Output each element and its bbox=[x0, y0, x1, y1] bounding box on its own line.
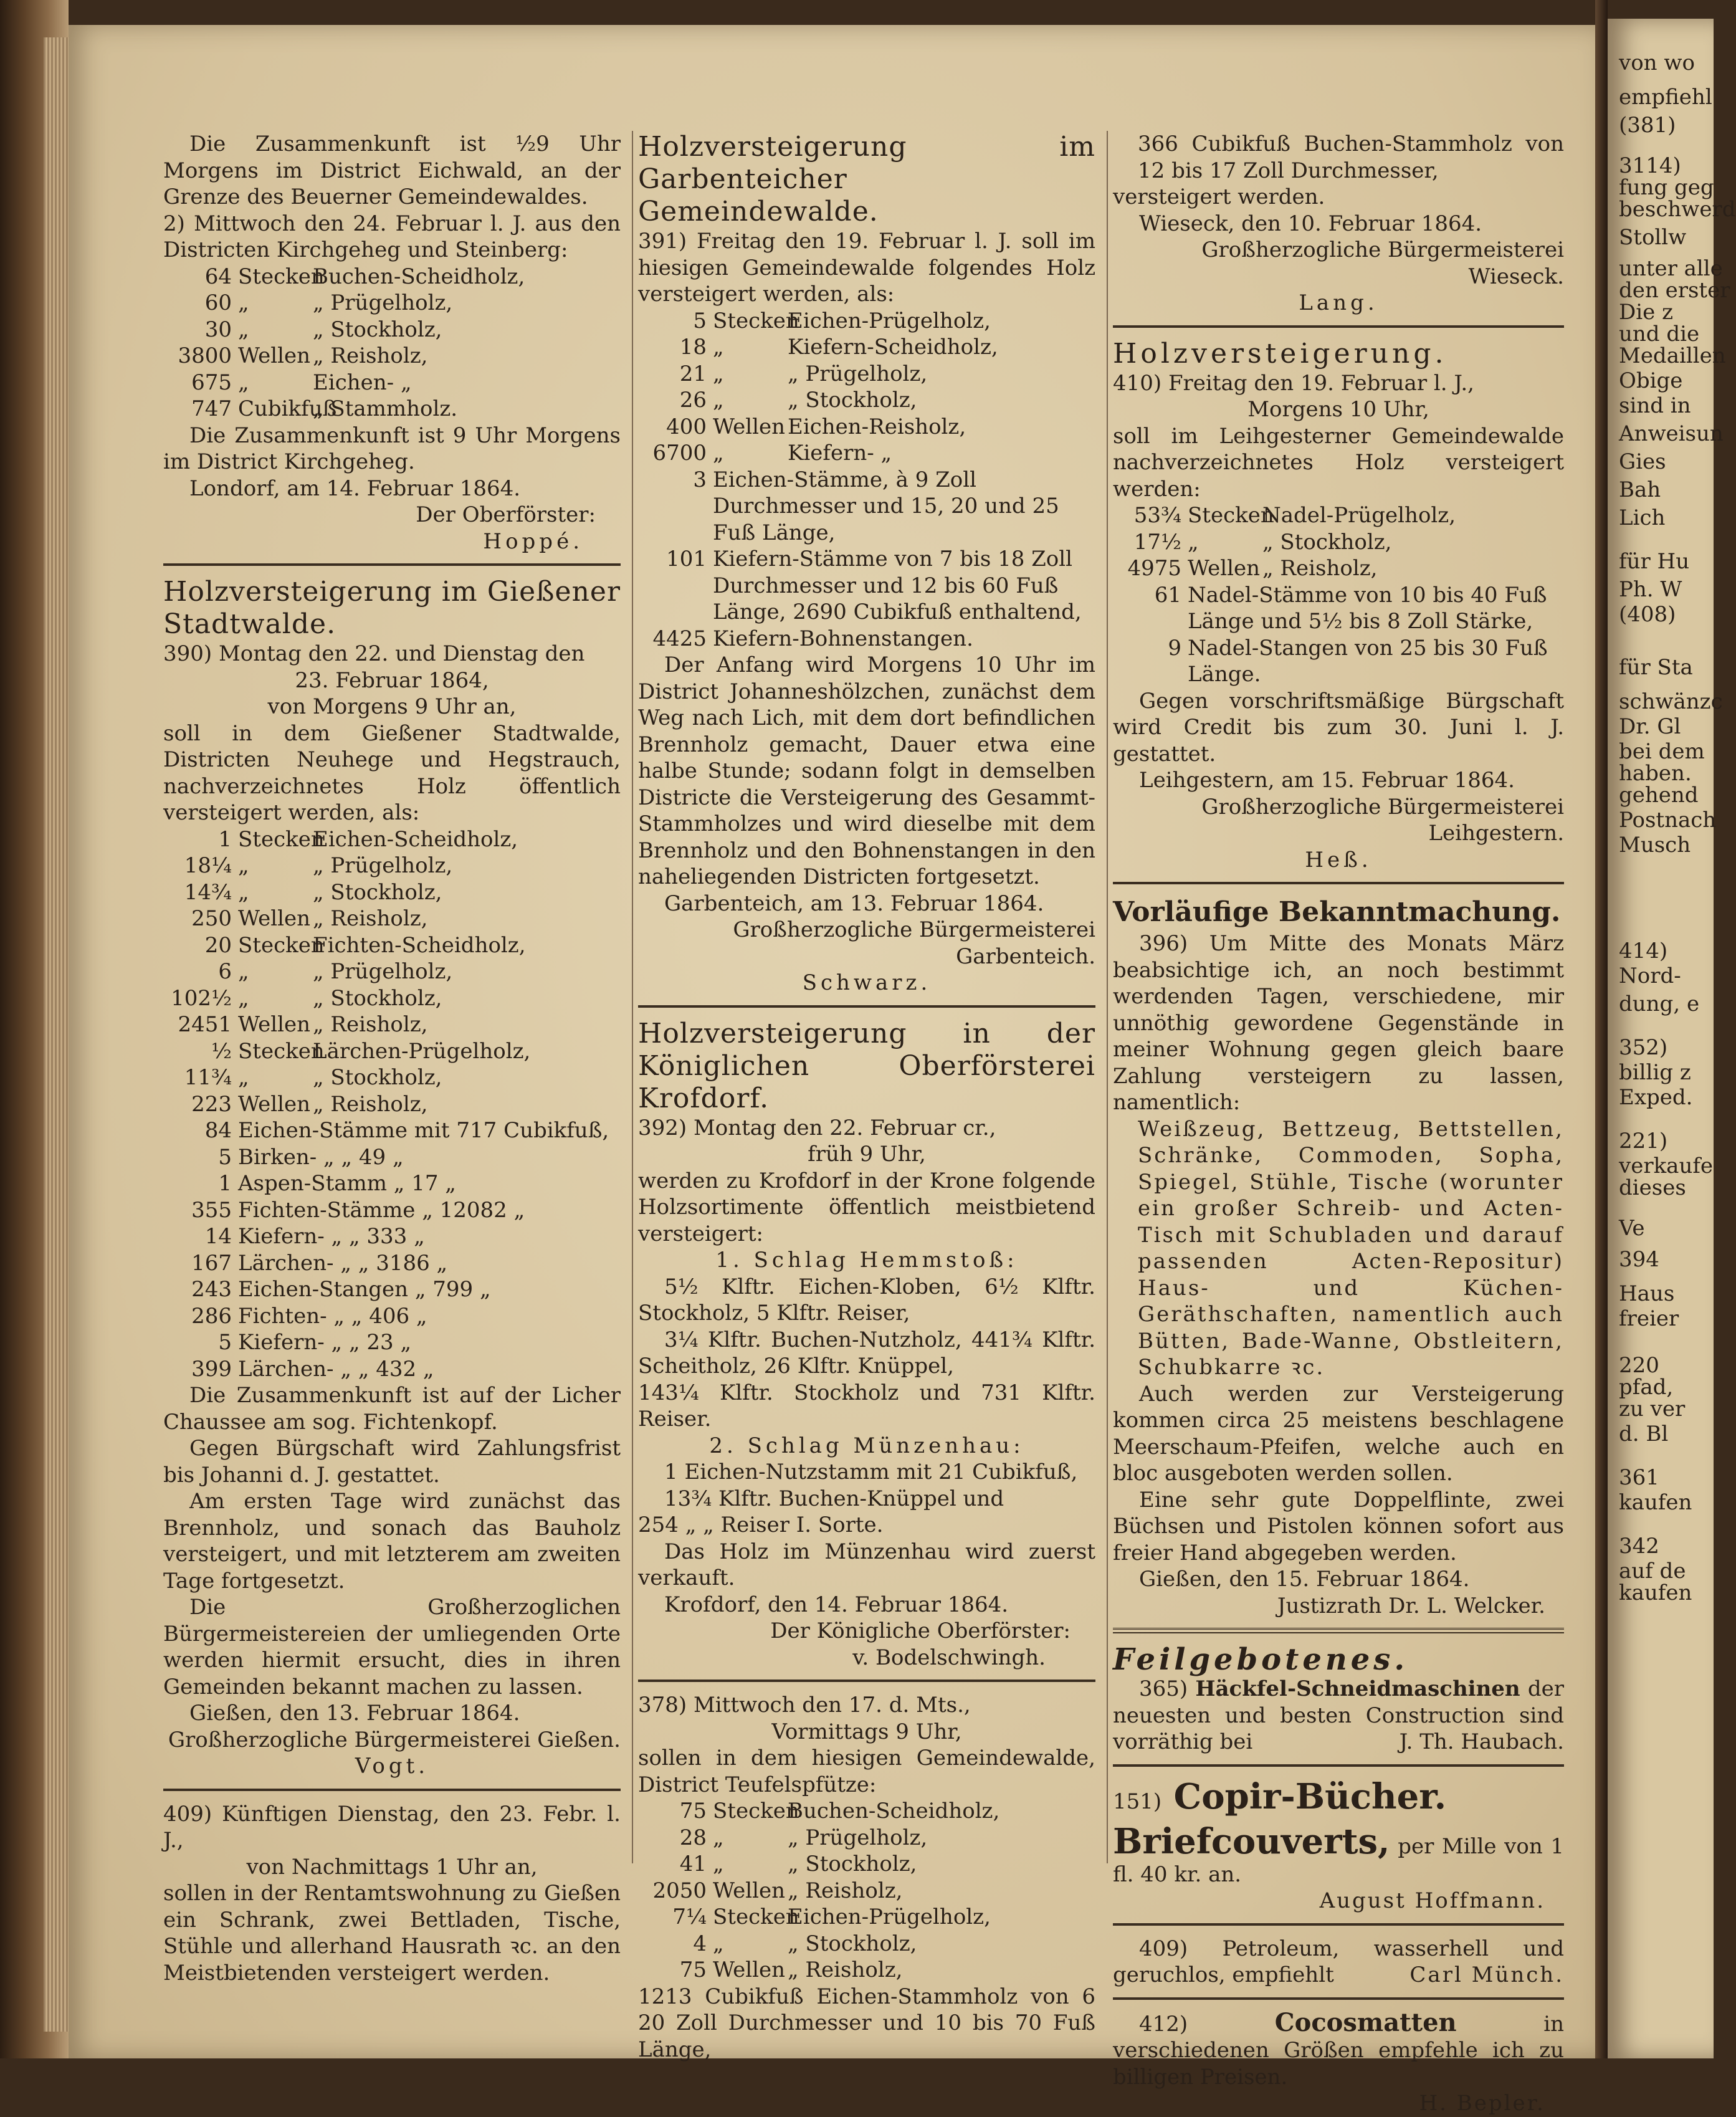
right-page-text: billig z bbox=[1619, 1060, 1691, 1085]
list-cell: Eichen-Reisholz, bbox=[788, 414, 966, 439]
right-page-text: 220 bbox=[1619, 1353, 1659, 1378]
text: soll im Leihgesterner Gemeindewalde nachverzeichnetes Holz versteigert werden: bbox=[1113, 423, 1564, 502]
wood-list bbox=[638, 1798, 1095, 1984]
list-cell: 3 bbox=[693, 467, 707, 492]
list-cell: „ Prügelholz, bbox=[313, 853, 453, 878]
list-cell: „ Prügelholz, bbox=[788, 361, 928, 386]
list-cell: „ Reisholz, bbox=[788, 1957, 903, 1982]
text: Die Zusammenkunft ist 9 Uhr Morgens im District Kirchgeheg. bbox=[163, 423, 621, 474]
text: Am ersten Tage wird zunächst das Brennholz, und sonach das Bauholz versteigert, und mit letzterem am zweiten Tage fortgesetzt. bbox=[163, 1489, 621, 1594]
text: Morgens 10 Uhr, bbox=[1247, 397, 1429, 422]
text: 390) Montag den 22. und Dienstag den bbox=[163, 641, 585, 666]
list-cell: Lärchen- „ „ 432 „ bbox=[238, 1356, 434, 1382]
signature-title: Großherzogliche Bürgermeisterei Leihgestern. bbox=[1201, 794, 1564, 846]
list-cell: 60 bbox=[204, 290, 232, 315]
list-cell: „ Stockholz, bbox=[788, 1931, 917, 1956]
text: 3¼ Klftr. Buchen-Nutzholz, 441¾ Klftr. Scheitholz, 26 Klftr. Knüppel, bbox=[638, 1327, 1095, 1379]
right-page-text: freier bbox=[1619, 1306, 1679, 1331]
list-cell: Buchen-Scheidholz, bbox=[788, 1799, 1000, 1823]
list-cell: 1 bbox=[218, 1171, 232, 1196]
text: Die Großherzoglichen Bürgermeistereien der umliegenden Orte werden hiermit ersucht, dies in ihren Gemeinden bekannt machen zu lassen. bbox=[163, 1595, 621, 1699]
text: Weißzeug, Bettzeug, Bettstellen, Schränke, Commoden, Sopha, Spiegel, Stühle, Tische (worunter ein großer Schreib- und Acten-Tisch mit Schubladen und darauf passenden Acten-Repositur) Haus- und Küchen-Geräthschaften, namentlich auch Bütten, Bade-Wanne, Obstleitern, Schubkarre ꝛc. bbox=[1138, 1116, 1564, 1380]
signature-name: v. Bodelschwingh. bbox=[852, 1645, 1046, 1670]
list-cell: 5 bbox=[218, 1330, 232, 1355]
ad-product: Copir-Bücher. bbox=[1173, 1775, 1447, 1817]
list-cell: „ Stockholz, bbox=[788, 388, 917, 413]
list-cell: „ bbox=[713, 1931, 724, 1956]
text: Das Holz im Münzenhau wird zuerst verkauft. bbox=[638, 1539, 1095, 1590]
list-cell: 11¾ bbox=[184, 1065, 232, 1090]
ad-number: 365) bbox=[1139, 1676, 1188, 1701]
right-page-text: Postnach bbox=[1619, 808, 1717, 833]
list-cell: Kiefern-Stämme von 7 bis 18 Zoll Durchmesser und 12 bis 60 Fuß Länge, 2690 Cubikfuß enthaltend, bbox=[713, 547, 1082, 624]
list-cell: Eichen-Stämme, à 9 Zoll Durchmesser und 15, 20 und 25 Fuß Länge, bbox=[713, 467, 1059, 545]
trunk-list bbox=[638, 467, 1095, 652]
text: 1213 Cubikfuß Eichen-Stammholz von 6 20 Zoll Durchmesser und 10 bis 70 Fuß Länge, bbox=[638, 1984, 1095, 2062]
list-cell: Stecken bbox=[713, 1799, 799, 1823]
signature-title: Großherzogliche Bürgermeisterei Garbenteich. bbox=[733, 917, 1095, 969]
list-cell: 84 bbox=[204, 1118, 232, 1143]
right-page-text: 342 bbox=[1619, 1534, 1659, 1559]
list-cell: 61 bbox=[1154, 582, 1181, 608]
list-cell: Eichen-Stämme mit 717 Cubikfuß, bbox=[238, 1118, 609, 1143]
right-page-text: Exped. bbox=[1619, 1085, 1693, 1110]
right-page-text: den erster bbox=[1619, 278, 1730, 303]
right-page-text: (381) bbox=[1619, 113, 1676, 138]
list-cell: „ Stockholz, bbox=[313, 879, 442, 905]
date-line: Garbenteich, am 13. Februar 1864. bbox=[664, 891, 1044, 916]
list-cell: „ bbox=[238, 959, 249, 984]
list-cell: Cubikfuß bbox=[238, 396, 337, 421]
list-cell: 6700 bbox=[652, 441, 707, 466]
list-cell: „ Stockholz, bbox=[788, 1852, 917, 1876]
list-cell: 9 bbox=[1168, 635, 1181, 661]
right-page-text: kaufen bbox=[1619, 1490, 1692, 1515]
list-cell: Fichten- „ „ 406 „ bbox=[238, 1303, 427, 1329]
text: früh 9 Uhr, bbox=[808, 1142, 926, 1167]
ad-number: 412) bbox=[1139, 2011, 1188, 2037]
list-cell: „ Reisholz, bbox=[313, 1012, 428, 1037]
list-cell: „ bbox=[713, 335, 724, 360]
text: 410) Freitag den 19. Februar l. J., bbox=[1113, 370, 1474, 396]
right-page-text: 361 bbox=[1619, 1465, 1659, 1490]
right-page-text: Anweisun bbox=[1619, 421, 1724, 446]
divider bbox=[1113, 1997, 1564, 2000]
list-cell: Fichten-Scheidholz, bbox=[313, 932, 526, 958]
list-cell: Stecken bbox=[238, 1038, 325, 1064]
right-page-text: Dr. Gl bbox=[1619, 714, 1681, 739]
text: 391) Freitag den 19. Februar l. J. soll im hiesigen Gemeindewalde folgendes Holz versteigert werden, als: bbox=[638, 229, 1095, 307]
trunk-list bbox=[1113, 582, 1564, 688]
date-line: Gießen, den 13. Februar 1864. bbox=[189, 1701, 520, 1726]
right-page-text: beschwerd bbox=[1619, 197, 1736, 222]
list-cell: 400 bbox=[666, 414, 707, 439]
text: 143¼ Klftr. Stockholz und 731 Klftr. Reiser. bbox=[638, 1380, 1095, 1431]
divider bbox=[1113, 1628, 1564, 1633]
divider bbox=[638, 1005, 1095, 1008]
text: 13¾ Klftr. Buchen-Knüppel und bbox=[664, 1486, 1004, 1511]
ad-vendor: Carl Münch. bbox=[1409, 1962, 1564, 1987]
text: soll in dem Gießener Stadtwalde, Districten Neuhege und Hegstrauch, nachverzeichnetes Holz öffentlich versteigert werden, als: bbox=[163, 720, 621, 825]
list-cell: „ bbox=[238, 370, 249, 395]
list-cell: Nadel-Prügelholz, bbox=[1262, 503, 1456, 528]
text: von Morgens 9 Uhr an, bbox=[267, 694, 517, 719]
text: 1. Schlag Hemmstoß: bbox=[715, 1248, 1018, 1273]
date-line: Londorf, am 14. Februar 1864. bbox=[189, 475, 521, 501]
right-page-text: 394 bbox=[1619, 1247, 1659, 1272]
list-cell: 747 bbox=[191, 396, 232, 421]
list-cell: 53¾ bbox=[1133, 503, 1181, 528]
right-page-text: gehend bbox=[1619, 783, 1699, 808]
divider bbox=[1113, 1764, 1564, 1767]
text: sollen in dem hiesigen Gemeindewalde, District Teufelspfütze: bbox=[638, 1746, 1095, 1797]
right-page-text: bei dem bbox=[1619, 739, 1705, 764]
ad-product: Cocosmatten bbox=[1274, 2007, 1457, 2037]
list-cell: Buchen-Scheidholz, bbox=[313, 264, 525, 289]
list-cell: Birken- „ „ 49 „ bbox=[238, 1144, 404, 1170]
list-cell: Wellen bbox=[238, 343, 311, 368]
text: Die Zusammenkunft ist ½9 Uhr Morgens im District Eichwald, an der Grenze des Beuerner Gemeindewaldes. bbox=[163, 131, 621, 209]
right-page-text: Haus bbox=[1619, 1281, 1675, 1306]
right-page-text: Die z bbox=[1619, 300, 1673, 325]
list-cell: „ bbox=[238, 317, 249, 342]
right-page-text: dung, e bbox=[1619, 992, 1700, 1016]
list-cell: 243 bbox=[191, 1277, 232, 1302]
ad-vendor: H. Bepler. bbox=[1419, 2091, 1545, 2116]
list-cell: 41 bbox=[679, 1852, 707, 1876]
list-cell: 250 bbox=[191, 906, 232, 931]
signature-title: Der Königliche Oberförster: bbox=[770, 1618, 1071, 1643]
list-cell: Kiefern-Scheidholz, bbox=[788, 335, 998, 360]
text: 23. Februar 1864, bbox=[295, 667, 489, 693]
column-3 bbox=[1113, 131, 1564, 2117]
list-cell: 21 bbox=[679, 361, 707, 386]
text: 409) Künftigen Dienstag, den 23. Febr. l. J., bbox=[163, 1801, 621, 1853]
list-cell: Eichen-Prügelholz, bbox=[788, 308, 991, 333]
column-divider bbox=[632, 131, 633, 1863]
list-cell: Wellen bbox=[713, 414, 786, 439]
list-cell: „ bbox=[713, 1852, 724, 1876]
list-cell: Lärchen- „ „ 3186 „ bbox=[238, 1250, 448, 1276]
right-page-fragment bbox=[1608, 19, 1736, 2058]
list-cell: Wellen bbox=[713, 1878, 786, 1903]
text: 378) Mittwoch den 17. d. Mts., bbox=[638, 1693, 971, 1718]
list-cell: Wellen bbox=[238, 1012, 311, 1037]
list-cell: 3800 bbox=[178, 343, 232, 368]
right-page-text: Gies bbox=[1619, 449, 1666, 474]
right-page-text: verkaufe bbox=[1619, 1154, 1714, 1178]
right-page-text: schwänzc bbox=[1619, 689, 1723, 714]
list-cell: Stecken bbox=[238, 932, 325, 958]
right-page-text: 221) bbox=[1619, 1129, 1668, 1154]
text: Gegen vorschriftsmäßige Bürgschaft wird Credit bis zum 30. Juni l. J. gestattet. bbox=[1113, 688, 1564, 767]
list-cell: 20 bbox=[204, 932, 232, 958]
list-cell: Stecken bbox=[238, 264, 325, 289]
page-stack-edges bbox=[44, 37, 69, 2032]
divider bbox=[1113, 325, 1564, 328]
text: 366 Cubikfuß Buchen-Stammholz von 12 bis 17 Zoll Durchmesser, bbox=[1138, 131, 1564, 183]
wood-list bbox=[163, 264, 621, 423]
right-page-text: pfad, bbox=[1619, 1375, 1674, 1400]
list-cell: „ bbox=[713, 441, 724, 466]
right-page-text: (408) bbox=[1619, 602, 1676, 627]
list-cell: „ Stockholz, bbox=[313, 985, 442, 1011]
text: werden zu Krofdorf in der Krone folgende Holzsortimente öffentlich meistbietend versteigert: bbox=[638, 1168, 1095, 1246]
notice-heading: Holzversteigerung im Garbenteicher Gemeindewalde. bbox=[638, 131, 1095, 227]
list-cell: 223 bbox=[191, 1091, 232, 1117]
column-1 bbox=[163, 131, 621, 1986]
date-line: Leihgestern, am 15. Februar 1864. bbox=[1139, 768, 1515, 793]
list-cell: „ Reisholz, bbox=[313, 1091, 428, 1117]
text: Die Zusammenkunft ist auf der Licher Chaussee am sog. Fichtenkopf. bbox=[163, 1383, 621, 1435]
text: Der Anfang wird Morgens 10 Uhr im District Johanneshölzchen, zunächst dem Weg nach Lich, mit dem dort befindlichen Brennholz gemacht, Dauer etwa eine halbe Stunde; sodann folgt in demselben Districte die Versteigerung des Gesammt-Stammholzes und wird dieselbe mit dem Brennholz und den Bohnenstangen in den naheliegenden Districten fortgesetzt. bbox=[638, 652, 1095, 889]
text: in verschiedenen Größen empfehle ich zu billigen Preisen. bbox=[1113, 2011, 1564, 2090]
list-cell: 1 bbox=[218, 826, 232, 852]
ad-product: Briefcouverts, bbox=[1113, 1820, 1390, 1862]
list-cell: „ Reisholz, bbox=[313, 906, 428, 931]
section-heading: Feilgebotenes. bbox=[1113, 1642, 1409, 1677]
list-cell: Kiefern-Bohnenstangen. bbox=[713, 626, 973, 651]
list-cell: 30 bbox=[204, 317, 232, 342]
divider bbox=[638, 1680, 1095, 1682]
divider bbox=[1113, 1923, 1564, 1926]
ad-vendor: August Hoffmann. bbox=[1319, 1888, 1545, 1913]
book-gutter bbox=[1595, 0, 1608, 2058]
date-line: Krofdorf, den 14. Februar 1864. bbox=[664, 1592, 1009, 1617]
list-cell: „ Prügelholz, bbox=[313, 959, 453, 984]
list-cell: „ Stockholz, bbox=[313, 1065, 442, 1090]
list-cell: Kiefern- „ „ 333 „ bbox=[238, 1224, 425, 1249]
signature-title: Großherzogliche Bürgermeisterei Wieseck. bbox=[1201, 237, 1564, 289]
list-cell: 14 bbox=[204, 1224, 232, 1249]
text: 392) Montag den 22. Februar cr., bbox=[638, 1115, 996, 1140]
text: der neuesten und besten Construction sind vorräthig bei bbox=[1113, 1676, 1564, 1754]
list-cell: „ Stockholz, bbox=[313, 317, 442, 342]
notice-heading: Vorläufige Bekanntmachung. bbox=[1113, 896, 1561, 928]
list-cell: 355 bbox=[191, 1197, 232, 1223]
list-cell: 75 bbox=[679, 1799, 707, 1823]
list-cell: 18 bbox=[679, 335, 707, 360]
right-page-text: Nord- bbox=[1619, 963, 1681, 988]
list-cell: 101 bbox=[666, 547, 707, 571]
book-binding bbox=[0, 0, 69, 2058]
date-line: Gießen, den 15. Februar 1864. bbox=[1139, 1567, 1470, 1592]
column-2 bbox=[638, 131, 1095, 2063]
list-cell: 64 bbox=[204, 264, 232, 289]
list-cell: 4975 bbox=[1127, 556, 1181, 581]
divider bbox=[1113, 882, 1564, 884]
list-cell: 4425 bbox=[652, 626, 707, 651]
list-cell: Wellen bbox=[238, 906, 311, 931]
right-page-text: Lich bbox=[1619, 505, 1666, 530]
list-cell: Eichen-Scheidholz, bbox=[313, 826, 518, 852]
list-cell: ½ bbox=[211, 1038, 232, 1064]
text: Auch werden zur Versteigerung kommen circa 25 meistens beschlagene Meerschaum-Pfeifen, welche auch en bloc ausgeboten werden sollen. bbox=[1113, 1381, 1564, 1486]
text: Gegen Bürgschaft wird Zahlungsfrist bis Johanni d. J. gestattet. bbox=[163, 1436, 621, 1488]
list-cell: 28 bbox=[679, 1825, 707, 1850]
list-cell: Kiefern- „ bbox=[788, 441, 892, 466]
list-cell: 5 bbox=[218, 1144, 232, 1170]
text: 5½ Klftr. Eichen-Kloben, 6½ Klftr. Stockholz, 5 Klftr. Reiser, bbox=[638, 1274, 1095, 1326]
right-page-text: unter alle bbox=[1619, 256, 1723, 281]
trunk-list bbox=[163, 1117, 621, 1382]
right-page-text: Ph. W bbox=[1619, 577, 1682, 602]
signature-title: Großherzogliche Bürgermeisterei Gießen. bbox=[168, 1727, 621, 1752]
right-page-text: Bah bbox=[1619, 477, 1661, 502]
list-cell: 286 bbox=[191, 1303, 232, 1329]
list-cell: Wellen bbox=[713, 1957, 786, 1982]
divider bbox=[163, 563, 621, 566]
list-cell: 399 bbox=[191, 1356, 232, 1382]
list-cell: 2050 bbox=[652, 1878, 707, 1903]
ad-product: Häckfel-Schneidmaschinen bbox=[1195, 1676, 1520, 1701]
text: 254 „ „ Reiser I. Sorte. bbox=[638, 1512, 884, 1537]
divider bbox=[163, 1789, 621, 1791]
list-cell: „ Stammholz. bbox=[313, 396, 458, 421]
list-cell: 75 bbox=[679, 1957, 707, 1982]
right-page-text: kaufen bbox=[1619, 1580, 1692, 1605]
right-page-text: haben. bbox=[1619, 761, 1692, 786]
list-cell: „ Reisholz, bbox=[788, 1878, 903, 1903]
list-cell: „ bbox=[1188, 529, 1199, 555]
right-page-text: von wo bbox=[1619, 50, 1695, 75]
list-cell: 675 bbox=[191, 370, 232, 395]
list-cell: Fichten-Stämme „ 12082 „ bbox=[238, 1197, 525, 1223]
list-cell: Nadel-Stämme von 10 bis 40 Fuß Länge und 5½ bis 8 Zoll Stärke, bbox=[1188, 582, 1547, 634]
text: Eine sehr gute Doppelflinte, zwei Büchsen und Pistolen können sofort aus freier Hand abgegeben werden. bbox=[1113, 1487, 1564, 1565]
right-page-text: 414) bbox=[1619, 939, 1668, 963]
notice-heading: Holzversteigerung im Gießener Stadtwalde. bbox=[163, 576, 621, 640]
list-cell: 6 bbox=[218, 959, 232, 984]
text: Vormittags 9 Uhr, bbox=[771, 1719, 962, 1744]
list-cell: Wellen bbox=[238, 1091, 311, 1117]
list-cell: Lärchen-Prügelholz, bbox=[313, 1038, 531, 1064]
text: per Mille von 1 fl. 40 kr. an. bbox=[1113, 1833, 1565, 1887]
list-cell: Stecken bbox=[713, 308, 799, 333]
text: 409) Petroleum, wasserhell und geruchlos, empfiehlt bbox=[1113, 1936, 1564, 1987]
list-cell: 5 bbox=[693, 308, 707, 333]
text: von Nachmittags 1 Uhr an, bbox=[246, 1854, 538, 1880]
list-cell: „ bbox=[238, 290, 249, 315]
text: 2. Schlag Münzenhau: bbox=[709, 1433, 1024, 1458]
text: versteigert werden. bbox=[1113, 184, 1325, 209]
list-cell: „ Prügelholz, bbox=[313, 290, 453, 315]
right-page-text: Obige bbox=[1619, 368, 1683, 393]
list-cell: Aspen-Stamm „ 17 „ bbox=[238, 1171, 456, 1196]
list-cell: „ Reisholz, bbox=[313, 343, 428, 368]
list-cell: Wellen bbox=[1188, 556, 1261, 581]
wood-list bbox=[638, 308, 1095, 467]
column-divider bbox=[1107, 131, 1108, 1863]
list-cell: 14¾ bbox=[184, 879, 232, 905]
signature-name: Vogt. bbox=[355, 1754, 429, 1779]
list-cell: „ bbox=[238, 985, 249, 1011]
right-page-text: zu ver bbox=[1619, 1397, 1686, 1422]
signature-name: Schwarz. bbox=[802, 970, 932, 995]
right-page-text: auf de bbox=[1619, 1559, 1686, 1584]
list-cell: „ bbox=[238, 1065, 249, 1090]
date-line: Wieseck, den 10. Februar 1864. bbox=[1139, 211, 1482, 236]
list-cell: „ bbox=[713, 1825, 724, 1850]
signature-name: Lang. bbox=[1299, 290, 1378, 315]
signature-name: Justizrath Dr. L. Welcker. bbox=[1277, 1593, 1545, 1618]
signature-title: Der Oberförster: bbox=[416, 502, 596, 527]
signature-name: Heß. bbox=[1305, 847, 1372, 872]
notice-heading: Holzversteigerung. bbox=[1113, 337, 1447, 370]
list-cell: Stecken bbox=[713, 1904, 799, 1929]
wood-list bbox=[1113, 502, 1564, 582]
right-page-text: für Sta bbox=[1619, 655, 1693, 680]
signature-name: Hoppé. bbox=[483, 528, 583, 554]
list-cell: Eichen- „ bbox=[313, 370, 412, 395]
list-cell: 167 bbox=[191, 1250, 232, 1276]
list-cell: Stecken bbox=[1188, 503, 1274, 528]
list-cell: Nadel-Stangen von 25 bis 30 Fuß Länge. bbox=[1188, 635, 1548, 687]
text: 1 Eichen-Nutzstamm mit 21 Cubikfuß, bbox=[664, 1460, 1078, 1484]
list-cell: Kiefern- „ „ 23 „ bbox=[238, 1330, 412, 1355]
text: sollen in der Rentamtswohnung zu Gießen ein Schrank, zwei Bettladen, Tische, Stühle und allerhand Hausrath ꝛc. an den Meistbietenden versteigert werden. bbox=[163, 1881, 621, 1986]
list-cell: Stecken bbox=[238, 826, 325, 852]
right-page-text: empfiehl bbox=[1619, 85, 1712, 110]
right-page-text: dieses bbox=[1619, 1175, 1686, 1200]
list-cell: 18¼ bbox=[184, 853, 232, 878]
list-cell: Eichen-Prügelholz, bbox=[788, 1904, 991, 1929]
list-cell: „ Prügelholz, bbox=[788, 1825, 928, 1850]
list-cell: 102½ bbox=[171, 985, 232, 1011]
list-cell: „ bbox=[238, 853, 249, 878]
list-cell: 7¼ bbox=[672, 1904, 707, 1929]
list-cell: „ Reisholz, bbox=[1262, 556, 1378, 581]
wood-list bbox=[163, 826, 621, 1118]
list-cell: 2451 bbox=[178, 1012, 232, 1037]
right-page-text: Ve bbox=[1619, 1216, 1645, 1241]
right-page-text: 352) bbox=[1619, 1035, 1668, 1060]
right-page-text: Stollw bbox=[1619, 225, 1687, 250]
ad-number: 151) bbox=[1113, 1789, 1162, 1814]
list-cell: 26 bbox=[679, 388, 707, 413]
right-page-text: Medaillen bbox=[1619, 343, 1726, 368]
ad-vendor: J. Th. Haubach. bbox=[1399, 1729, 1564, 1754]
right-page-text: 3114) bbox=[1619, 153, 1681, 178]
right-page-text: sind in bbox=[1619, 393, 1691, 418]
right-page-text: für Hu bbox=[1619, 549, 1690, 574]
list-cell: „ Stockholz, bbox=[1262, 529, 1392, 555]
notice-heading: Holzversteigerung in der Königlichen Oberförsterei Krofdorf. bbox=[638, 1017, 1095, 1114]
list-cell: „ bbox=[238, 879, 249, 905]
text: 2) Mittwoch den 24. Februar l. J. aus den Districten Kirchgeheg und Steinberg: bbox=[163, 211, 621, 262]
list-cell: 17½ bbox=[1133, 529, 1181, 555]
right-page-text: und die bbox=[1619, 322, 1700, 346]
text: 396) Um Mitte des Monats März beabsichtige ich, an noch bestimmt werdenden Tagen, verschiedene, mir unnöthig gewordene Gegenstände in meiner Wohnung gegen gleich baare Zahlung versteigern zu lassen, namentlich: bbox=[1113, 931, 1564, 1115]
list-cell: 4 bbox=[693, 1931, 707, 1956]
right-page-text: d. Bl bbox=[1619, 1422, 1669, 1446]
list-cell: Eichen-Stangen „ 799 „ bbox=[238, 1277, 491, 1302]
list-cell: „ bbox=[713, 388, 724, 413]
right-page-text: fung geg bbox=[1619, 175, 1714, 200]
list-cell: „ bbox=[713, 361, 724, 386]
right-page-text: Musch bbox=[1619, 833, 1691, 858]
